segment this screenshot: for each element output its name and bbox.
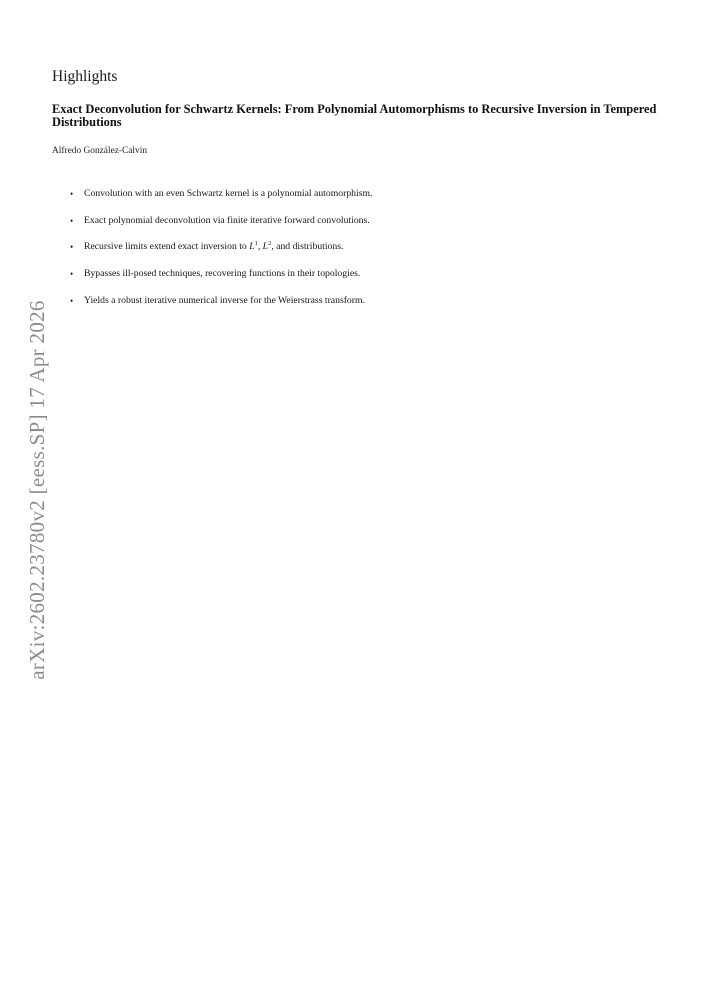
math-exponent-l1: 1 — [254, 240, 258, 248]
math-separator: , — [257, 241, 263, 253]
highlight-item — [70, 241, 372, 253]
paper-author: Alfredo González-Calvin — [52, 146, 148, 156]
highlight-text-end: , and distributions. — [271, 241, 344, 253]
highlight-item — [70, 188, 372, 200]
math-symbol-l1: L — [249, 241, 255, 253]
section-heading: Highlights — [52, 68, 118, 85]
highlight-text: Convolution with an even Schwartz kernel is a polynomial automorphism. — [84, 188, 373, 199]
highlights-list — [70, 188, 372, 321]
bullet-icon: • — [70, 269, 74, 280]
arxiv-identifier-stamp[interactable]: arXiv:2602.23780v2 [eess.SP] 17 Apr 2026 — [25, 300, 49, 680]
math-symbol-l2: L — [262, 241, 269, 253]
highlight-text — [84, 241, 343, 252]
highlight-text: Yields a robust iterative numerical inverse for the Weierstrass transform. — [84, 294, 365, 306]
bullet-icon: • — [70, 242, 74, 253]
highlight-text-start: Recursive limits extend exact inversion to — [84, 241, 250, 253]
paper-title: Exact Deconvolution for Schwartz Kernels: From Polynomial Automorphisms to Recursive Inversion in Tempered Distributions — [52, 102, 657, 129]
highlight-text: Exact polynomial deconvolution via finite iterative forward convolutions. — [84, 214, 370, 226]
bullet-icon: • — [70, 189, 74, 199]
highlight-text: Bypasses ill-posed techniques, recovering functions in their topologies. — [84, 268, 361, 280]
math-exponent-l2: 2 — [268, 240, 272, 248]
highlight-item — [70, 295, 372, 307]
highlight-item — [70, 268, 372, 280]
bullet-icon: • — [70, 295, 74, 306]
highlight-item — [70, 215, 372, 227]
bullet-icon: • — [70, 215, 74, 226]
